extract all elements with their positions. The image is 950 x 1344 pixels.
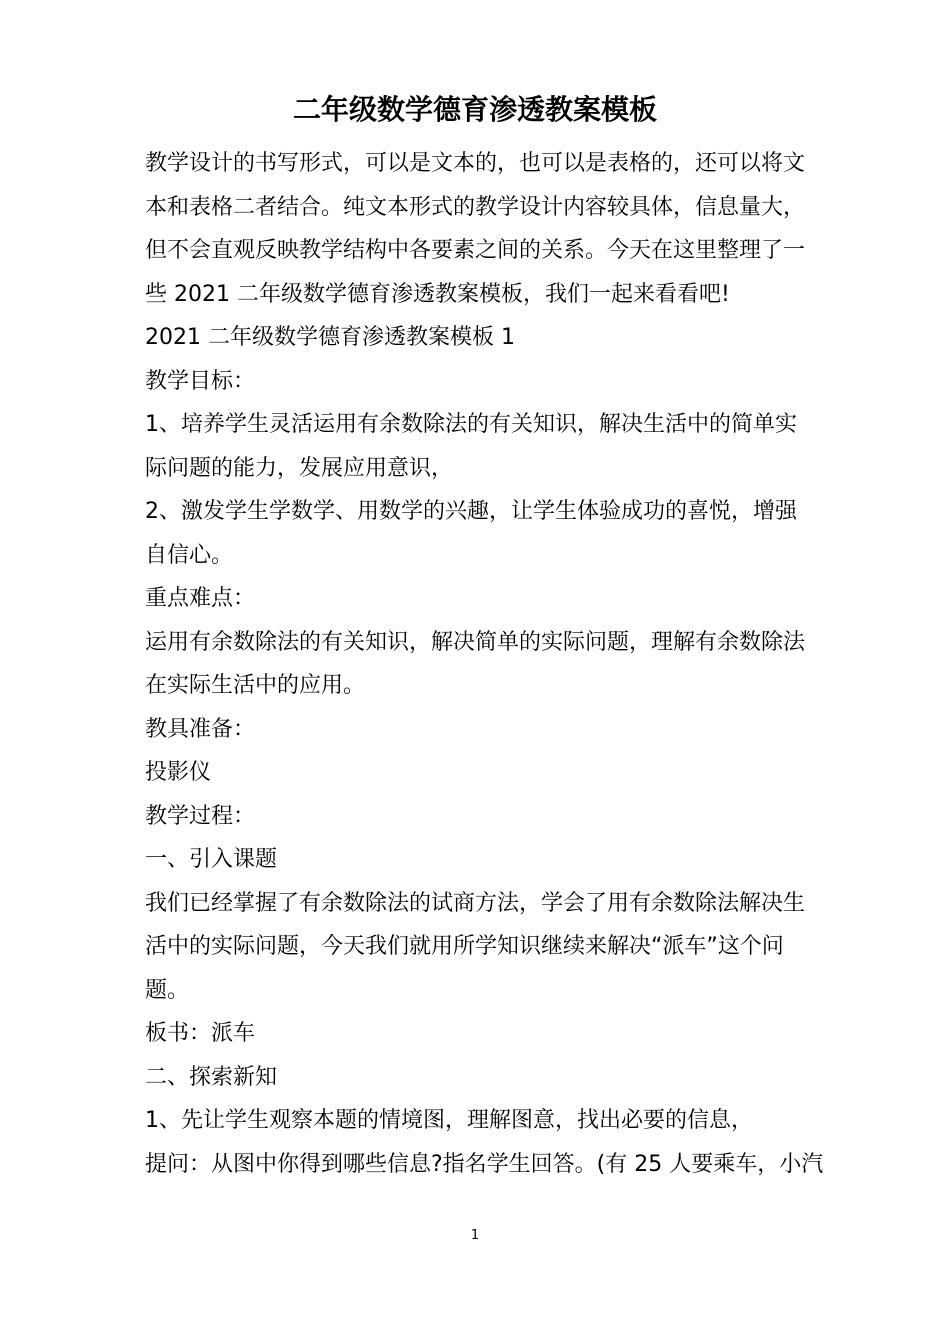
- text-line: 些 2021 二年级数学德育渗透教案模板，我们一起来看看吧!: [145, 281, 730, 307]
- text-line: 2、激发学生学数学、用数学的兴趣，让学生体验成功的喜悦，增强: [145, 499, 797, 524]
- section-heading: 2021 二年级数学德育渗透教案模板 1: [145, 325, 515, 350]
- text-line: 板书：派车: [145, 1021, 256, 1046]
- text-line: 教具准备：: [145, 716, 256, 742]
- text-line: 际问题的能力，发展应用意识，: [145, 455, 454, 481]
- text-line: 重点难点：: [145, 586, 256, 611]
- text-line: 提问：从图中你得到哪些信息?指名学生回答。(有 25 人要乘车，小汽: [145, 1151, 824, 1177]
- text-line: 1、培养学生灵活运用有余数除法的有关知识，解决生活中的简单实: [145, 412, 797, 437]
- text-line: 教学过程：: [145, 803, 256, 829]
- text-line: 教学设计的书写形式，可以是文本的，也可以是表格的，还可以将文: [145, 151, 806, 176]
- text-line: 教学目标：: [145, 368, 256, 394]
- text-line: 运用有余数除法的有关知识，解决简单的实际问题，理解有余数除法: [145, 629, 806, 655]
- text-line: 在实际生活中的应用。: [145, 673, 366, 698]
- text-line: 二、探索新知: [145, 1064, 278, 1090]
- text-line: 投影仪: [145, 760, 212, 785]
- page-number: 1: [470, 1228, 480, 1243]
- text-line: 自信心。: [145, 542, 234, 568]
- text-line: 活中的实际问题，今天我们就用所学知识继续来解决“派车”这个问: [145, 934, 784, 959]
- text-line: 本和表格二者结合。纯文本形式的教学设计内容较具体，信息量大，: [145, 194, 806, 220]
- text-line: 1、先让学生观察本题的情境图，理解图意，找出必要的信息，: [145, 1108, 753, 1133]
- text-line: 我们已经掌握了有余数除法的试商方法，学会了用有余数除法解决生: [145, 890, 806, 916]
- text-line: 但不会直观反映教学结构中各要素之间的关系。今天在这里整理了一: [145, 238, 806, 263]
- text-line: 一、引入课题: [145, 847, 278, 872]
- document-title: 二年级数学德育渗透教案模板: [292, 93, 657, 126]
- text-line: 题。: [145, 977, 190, 1003]
- document-body: [145, 142, 824, 1186]
